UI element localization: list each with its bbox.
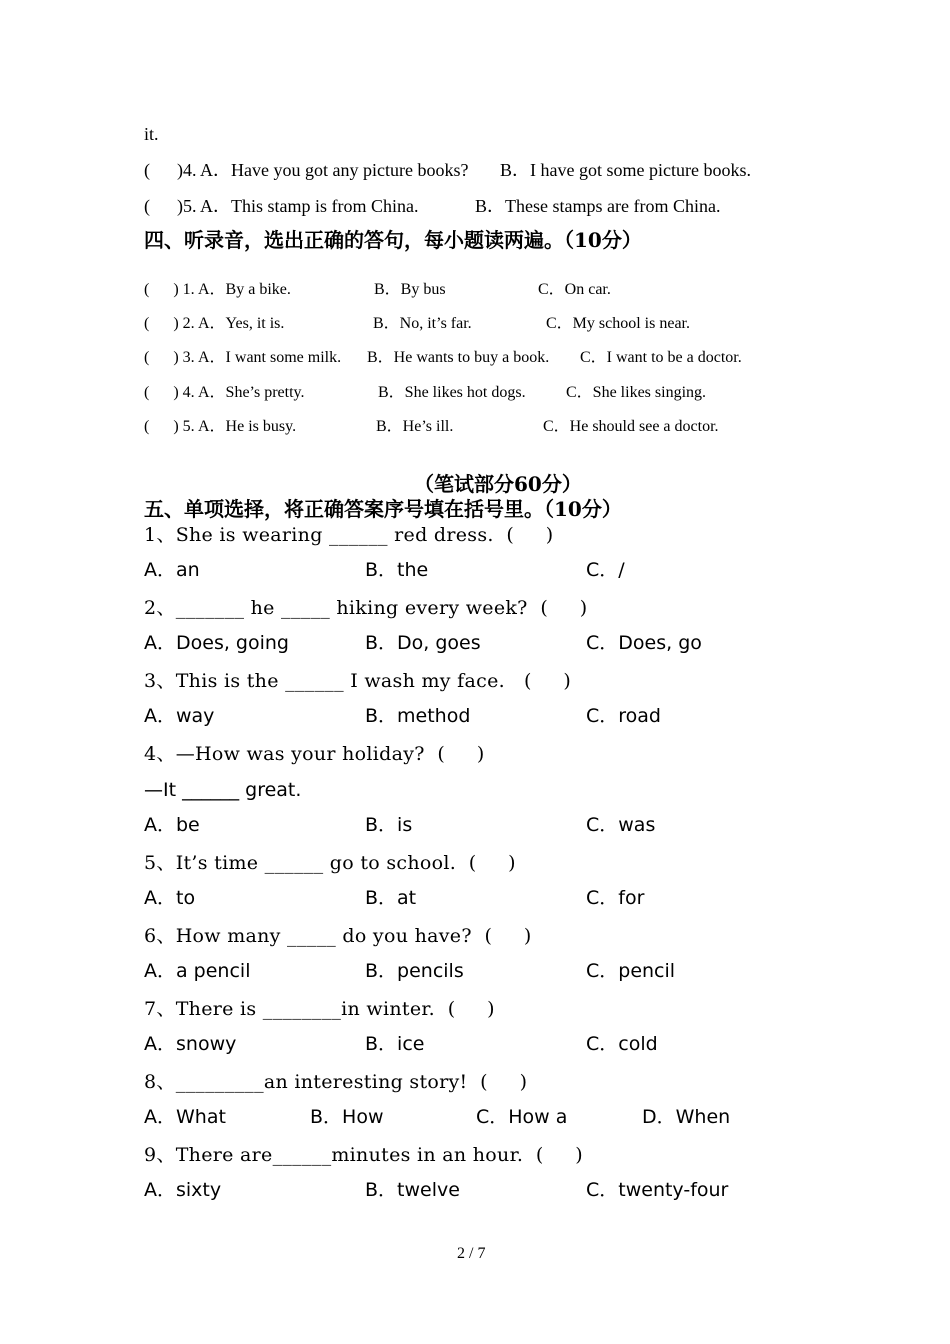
s4-option-a: A．He is busy. — [198, 418, 297, 435]
s4-item-num: ( ) 2. — [144, 315, 195, 332]
page-number: 2 / 7 — [457, 1245, 486, 1262]
s4-option-c: C．He should see a doctor. — [543, 418, 719, 435]
written-part-title: （笔试部分60分） — [414, 472, 582, 496]
option-c: C．cold — [586, 1033, 658, 1055]
option-a: A．What — [144, 1106, 226, 1128]
option-a: A．to — [144, 887, 196, 909]
s4-item-num: ( ) 3. — [144, 349, 195, 366]
prev-item-option: B．I have got some picture books. — [500, 160, 751, 180]
top-fragment: it. — [144, 124, 159, 144]
option-c: C．was — [586, 814, 656, 836]
s4-option-c: C．I want to be a doctor. — [580, 349, 742, 366]
question-text: 3、This is the ______ I wash my face. ( ) — [144, 670, 572, 692]
option-a: A．be — [144, 814, 200, 836]
s4-item-num: ( ) 1. — [144, 281, 195, 298]
option-a: A．snowy — [144, 1033, 237, 1055]
prev-item-option: A．Have you got any picture books? — [200, 160, 469, 180]
option-b: B．is — [365, 814, 413, 836]
s4-option-b: B．She likes hot dogs. — [378, 384, 526, 401]
option-b: B．twelve — [365, 1179, 460, 1201]
option-b: B．pencils — [365, 960, 464, 982]
option-d: D．When — [642, 1106, 731, 1128]
option-a: A．way — [144, 705, 215, 727]
s4-option-b: B．He wants to buy a book. — [367, 349, 550, 366]
s4-option-a: A．She’s pretty. — [198, 384, 305, 401]
question-text: 5、It’s time ______ go to school. ( ) — [144, 852, 516, 874]
option-c: C．/ — [586, 559, 625, 581]
s4-option-c: C．She likes singing. — [566, 384, 707, 401]
option-c: C．How a — [476, 1106, 568, 1128]
question-text: 8、_________an interesting story! ( ) — [144, 1071, 528, 1093]
option-a: A．Does, going — [144, 632, 289, 654]
option-c: C．twenty-four — [586, 1179, 729, 1201]
question-text: 9、There are______minutes in an hour. ( ) — [144, 1144, 584, 1166]
question-text: 1、She is wearing ______ red dress. ( ) — [144, 524, 554, 546]
option-b: B．the — [365, 559, 429, 581]
option-b: B．Do, goes — [365, 632, 481, 654]
prev-item-option: B．These stamps are from China. — [475, 196, 721, 216]
question-text: 2、_______ he _____ hiking every week? ( ) — [144, 597, 588, 619]
s4-option-c: C．On car. — [538, 281, 611, 298]
option-a: A．an — [144, 559, 200, 581]
question-text: 4、—How was your holiday? ( ) — [144, 743, 485, 765]
s4-option-a: A．By a bike. — [198, 281, 291, 298]
option-a: A．a pencil — [144, 960, 251, 982]
option-b: B．at — [365, 887, 417, 909]
prev-item-num: ( )4. — [144, 160, 197, 180]
s4-option-b: B．By bus — [374, 281, 446, 298]
option-c: C．pencil — [586, 960, 676, 982]
section-4-title: 四、听录音，选出正确的答句，每小题读两遍。（10分） — [144, 228, 642, 252]
prev-item-num: ( )5. — [144, 196, 197, 216]
s4-option-a: A．Yes, it is. — [198, 315, 285, 332]
question-text: 6、How many _____ do you have? ( ) — [144, 925, 532, 947]
s4-item-num: ( ) 4. — [144, 384, 195, 401]
option-a: A．sixty — [144, 1179, 222, 1201]
option-c: C．road — [586, 705, 661, 727]
s4-option-a: A．I want some milk. — [198, 349, 342, 366]
prev-item-option: A．This stamp is from China. — [200, 196, 419, 216]
option-c: C．for — [586, 887, 645, 909]
option-b: B．How — [310, 1106, 384, 1128]
s4-option-b: B．No, it’s far. — [373, 315, 472, 332]
question-text: 7、There is ________in winter. ( ) — [144, 998, 495, 1020]
option-b: B．ice — [365, 1033, 425, 1055]
option-b: B．method — [365, 705, 471, 727]
s4-option-b: B．He’s ill. — [376, 418, 454, 435]
s4-item-num: ( ) 5. — [144, 418, 195, 435]
section-5-title: 五、单项选择，将正确答案序号填在括号里。（10分） — [144, 497, 622, 521]
s4-option-c: C．My school is near. — [546, 315, 690, 332]
option-c: C．Does, go — [586, 632, 702, 654]
question-reply: —It ______ great. — [144, 779, 302, 801]
